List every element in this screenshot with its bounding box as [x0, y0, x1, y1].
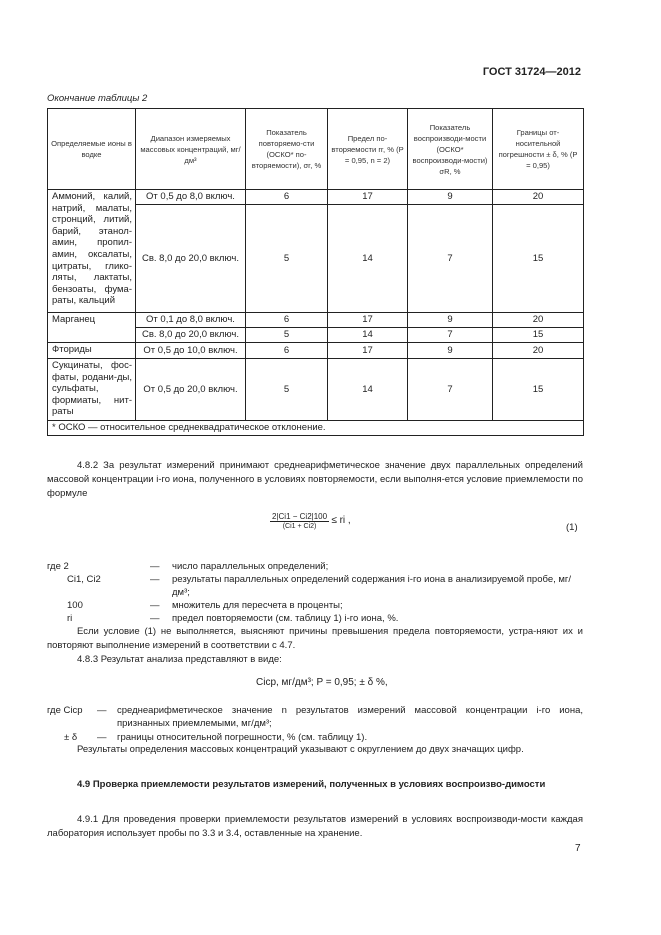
- where-dash: —: [150, 561, 160, 572]
- value-cell: 9: [408, 313, 493, 328]
- formula-rhs: ≤ ri ,: [331, 515, 351, 527]
- footnote-row: [48, 421, 584, 436]
- where-symbol: где Ciср: [47, 705, 83, 716]
- paragraph-4-9-1: 4.9.1 Для проведения проверки приемлемости результатов измерений в условиях воспроизводи-мости каждая лаборатория использует пробы по 3.3 и 3.4, оставленные на хранение.: [47, 814, 583, 839]
- range-cell: От 0,1 до 8,0 включ.: [136, 313, 246, 328]
- where-dash: —: [150, 613, 160, 624]
- header-cell: Показатель воспроизводи-мости (ОСКО* воспроизводи-мости) σR, %: [408, 109, 493, 190]
- where-text: границы относительной погрешности, % (см. таблицу 1).: [117, 732, 368, 743]
- where-symbol: Ci1, Ci2: [67, 574, 101, 585]
- formula-denominator: (Ci1 + Ci2): [282, 523, 317, 530]
- formula-numerator: 2|Ci1 − Ci2|100: [272, 512, 328, 521]
- value-cell: 20: [493, 313, 584, 328]
- range-cell: Св. 8,0 до 20,0 включ.: [136, 328, 246, 343]
- where-symbol: где 2: [47, 561, 69, 572]
- value-cell: 7: [408, 205, 493, 313]
- paragraph-condition: Если условие (1) не выполняется, выясняют причины превышения предела повторяемости, устра-няют их и повторяют выполнение измерений в соответствии с 4.7.: [47, 626, 583, 651]
- range-cell: От 0,5 до 8,0 включ.: [136, 190, 246, 205]
- results-table: [47, 108, 584, 436]
- formula-2: Ciср, мг/дм³; P = 0,95; ± δ %,: [256, 677, 388, 688]
- value-cell: 14: [328, 359, 408, 421]
- value-cell: 5: [246, 205, 328, 313]
- header-cell: Границы от-носительной погрешности ± δ, % (P = 0,95): [493, 109, 584, 190]
- where-symbol: ri: [67, 613, 73, 624]
- header-cell: Диапазон измеряемых массовых концентраций, мг/дм³: [136, 109, 246, 190]
- where-symbol: ± δ: [64, 732, 78, 743]
- paragraph-4-8-2: 4.8.2 За результат измерений принимают среднеарифметическое значение двух параллельных определений массовой концентрации i-го иона, полученного в условиях повторяемости, если выполня-ется условие приемлемости по формуле: [47, 460, 583, 499]
- value-cell: 6: [246, 343, 328, 359]
- where-text: число параллельных определений;: [172, 561, 329, 572]
- range-cell: От 0,5 до 20,0 включ.: [136, 359, 246, 421]
- value-cell: 5: [246, 359, 328, 421]
- paragraph-4-8-3: 4.8.3 Результат анализа представляют в виде:: [77, 654, 282, 665]
- value-cell: 15: [493, 205, 584, 313]
- header-cell: Определяемые ионы в водке: [48, 109, 136, 190]
- value-cell: 9: [408, 343, 493, 359]
- where-symbol: 100: [67, 600, 83, 611]
- table-row: [48, 343, 584, 359]
- range-cell: От 0,5 до 10,0 включ.: [136, 343, 246, 359]
- where-text: среднеарифметическое значение n результатов измерений массовой концентрации i-го иона, признанных приемлемыми, мг/дм³;: [117, 705, 583, 729]
- where-dash: —: [150, 574, 160, 585]
- where-dash: —: [150, 600, 160, 611]
- where-list-2: [47, 704, 583, 746]
- range-cell: Св. 8,0 до 20,0 включ.: [136, 205, 246, 313]
- value-cell: 14: [328, 328, 408, 343]
- table-footnote: * ОСКО — относительное среднеквадратическое отклонение.: [48, 421, 584, 436]
- where-text: множитель для пересчета в проценты;: [172, 600, 343, 611]
- ion-name-cell: Марганец: [48, 313, 136, 343]
- value-cell: 14: [328, 205, 408, 313]
- value-cell: 9: [408, 190, 493, 205]
- value-cell: 17: [328, 313, 408, 328]
- section-heading-4-9: 4.9 Проверка приемлемости результатов измерений, полученных в условиях воспроизво-димости: [77, 779, 546, 790]
- ion-name-cell: Аммоний, калий, натрий, малаты, стронций, литий, барий, этанол-амин, пропил-амин, оксалаты, цитраты, глико-ляты, лактаты, бензоаты, фума-раты, кальций: [48, 190, 136, 313]
- table-row: [48, 313, 584, 328]
- value-cell: 17: [328, 343, 408, 359]
- where-dash: —: [97, 705, 107, 716]
- table-caption: Окончание таблицы 2: [47, 93, 148, 104]
- where-dash: —: [97, 732, 107, 743]
- paragraph-rounding: Результаты определения массовых концентраций указывают с округлением до двух значащих цифр.: [77, 744, 524, 755]
- ion-name-cell: Сукцинаты, фос-фаты, родани-ды, сульфаты, формиаты, нит-раты: [48, 359, 136, 421]
- value-cell: 20: [493, 190, 584, 205]
- where-text: результаты параллельных определений содержания i-го иона в анализируемой пробе, мг/дм³;: [172, 574, 572, 598]
- value-cell: 6: [246, 313, 328, 328]
- table-row: [48, 359, 584, 421]
- value-cell: 20: [493, 343, 584, 359]
- equation-number: (1): [566, 522, 578, 533]
- value-cell: 7: [408, 328, 493, 343]
- value-cell: 5: [246, 328, 328, 343]
- ion-name-cell: Фториды: [48, 343, 136, 359]
- where-text: предел повторяемости (см. таблицу 1) i-го иона, %.: [172, 613, 399, 624]
- header-cell: Предел по-вторяемости rr, % (P = 0,95, n = 2): [328, 109, 408, 190]
- header-cell: Показатель повторяемо-сти (ОСКО* по-вторяемости), σr, %: [246, 109, 328, 190]
- value-cell: 7: [408, 359, 493, 421]
- value-cell: 17: [328, 190, 408, 205]
- table-row: [48, 190, 584, 205]
- document-id: ГОСТ 31724—2012: [482, 66, 581, 78]
- page-number: 7: [575, 843, 581, 854]
- table-header-row: [48, 109, 584, 190]
- value-cell: 6: [246, 190, 328, 205]
- value-cell: 15: [493, 328, 584, 343]
- value-cell: 15: [493, 359, 584, 421]
- formula-1: [270, 512, 351, 530]
- where-list-1: [47, 560, 583, 630]
